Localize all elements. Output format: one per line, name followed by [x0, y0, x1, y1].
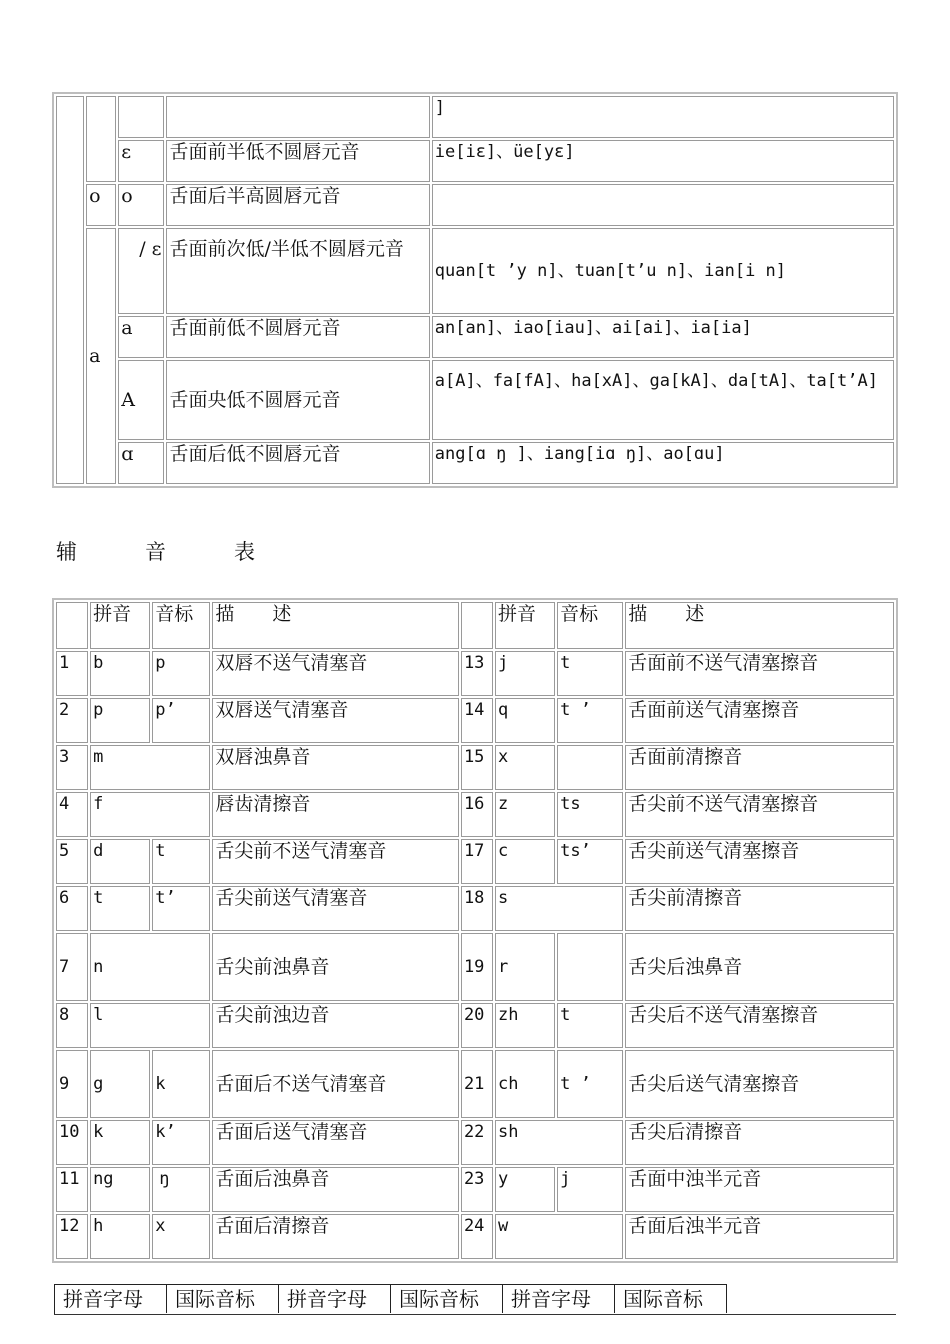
row-number: 21 — [461, 1050, 493, 1118]
vowel-description: 舌面前低不圆唇元音 — [166, 316, 429, 358]
pinyin-letter: j — [495, 651, 555, 696]
row-number: 10 — [56, 1120, 88, 1165]
row-number: 20 — [461, 1003, 493, 1048]
consonant-description: 舌面后送气清塞音 — [212, 1120, 459, 1165]
row-number: 1 — [56, 651, 88, 696]
vowel-symbol: ɑ — [118, 442, 164, 484]
vowel-row — [56, 184, 894, 226]
consonant-row — [56, 839, 894, 884]
consonant-description: 唇齿清擦音 — [212, 792, 459, 837]
ipa-symbol: k’ — [152, 1120, 210, 1165]
ipa-symbol: ts’ — [557, 839, 623, 884]
pinyin-letter: ng — [90, 1167, 150, 1212]
vowel-symbol: a — [118, 316, 164, 358]
vowel-examples: quan[t ’y n]、tuan[t’u n]、ian[i n] — [432, 228, 894, 314]
consonant-description: 舌尖前送气清塞音 — [212, 886, 459, 931]
header-blank — [56, 602, 88, 649]
pinyin-letter: w — [495, 1214, 623, 1259]
consonant-row — [56, 886, 894, 931]
header-ipa: 国际音标 — [167, 1285, 279, 1313]
header-description: 描 述 — [625, 602, 894, 649]
row-number: 7 — [56, 933, 88, 1001]
ipa-symbol: t ’ — [557, 698, 623, 743]
vowel-letter-a: a — [86, 228, 116, 484]
vowel-description: 舌面后半高圆唇元音 — [166, 184, 429, 226]
ipa-symbol: k — [152, 1050, 210, 1118]
ipa-symbol — [557, 933, 623, 1001]
row-number: 13 — [461, 651, 493, 696]
header-pinyin-letter: 拼音字母 — [503, 1285, 615, 1313]
pinyin-letter: l — [90, 1003, 210, 1048]
row-number: 18 — [461, 886, 493, 931]
header-description: 描 述 — [212, 602, 459, 649]
pinyin-letter: m — [90, 745, 210, 790]
pinyin-letter: g — [90, 1050, 150, 1118]
pinyin-ipa-header-row — [54, 1284, 727, 1315]
pinyin-letter: d — [90, 839, 150, 884]
pinyin-letter: q — [495, 698, 555, 743]
consonant-table-heading: 辅音表 — [56, 540, 323, 564]
ipa-symbol: t — [557, 651, 623, 696]
consonant-description: 舌尖后不送气清塞擦音 — [625, 1003, 894, 1048]
vowel-examples: ie[iε]、üe[yε] — [432, 140, 894, 182]
ipa-symbol: ts — [557, 792, 623, 837]
pinyin-letter: b — [90, 651, 150, 696]
vowel-row — [56, 228, 894, 314]
consonant-description: 双唇不送气清塞音 — [212, 651, 459, 696]
row-number: 4 — [56, 792, 88, 837]
consonant-row — [56, 698, 894, 743]
vowel-description — [166, 96, 429, 138]
vowel-subgroup-cell — [86, 96, 116, 182]
header-pinyin-letter: 拼音字母 — [279, 1285, 391, 1313]
consonant-row — [56, 1214, 894, 1259]
consonant-description: 舌尖前浊鼻音 — [212, 933, 459, 1001]
row-number: 24 — [461, 1214, 493, 1259]
row-number: 6 — [56, 886, 88, 931]
consonant-row — [56, 1050, 894, 1118]
ipa-symbol: t’ — [152, 886, 210, 931]
row-number: 3 — [56, 745, 88, 790]
row-number: 17 — [461, 839, 493, 884]
row-number: 14 — [461, 698, 493, 743]
row-number: 9 — [56, 1050, 88, 1118]
consonant-description: 舌尖前浊边音 — [212, 1003, 459, 1048]
pinyin-letter: z — [495, 792, 555, 837]
row-number: 15 — [461, 745, 493, 790]
ipa-symbol — [557, 745, 623, 790]
vowel-description: 舌面前次低/半低不圆唇元音 — [166, 228, 429, 314]
ipa-symbol: x — [152, 1214, 210, 1259]
consonant-description: 舌面后浊鼻音 — [212, 1167, 459, 1212]
consonant-description: 舌尖后浊鼻音 — [625, 933, 894, 1001]
consonant-row — [56, 1167, 894, 1212]
vowel-letter: o — [86, 184, 116, 226]
pinyin-letter: r — [495, 933, 555, 1001]
consonant-description: 双唇浊鼻音 — [212, 745, 459, 790]
vowel-examples: an[an]、iao[iau]、ai[ai]、ia[ia] — [432, 316, 894, 358]
consonant-row — [56, 1003, 894, 1048]
header-ipa: 音标 — [152, 602, 210, 649]
vowel-symbol — [118, 96, 164, 138]
vowel-row — [56, 96, 894, 138]
consonant-description: 舌尖前不送气清塞音 — [212, 839, 459, 884]
pinyin-letter: y — [495, 1167, 555, 1212]
vowel-row — [56, 140, 894, 182]
vowel-row — [56, 442, 894, 484]
consonant-row — [56, 933, 894, 1001]
vowel-symbol: o — [118, 184, 164, 226]
vowel-examples: ] — [432, 96, 894, 138]
vowel-description: 舌面后低不圆唇元音 — [166, 442, 429, 484]
header-ipa: 音标 — [557, 602, 623, 649]
vowel-symbol: A — [118, 360, 164, 440]
consonant-description: 舌面中浊半元音 — [625, 1167, 894, 1212]
consonant-row — [56, 792, 894, 837]
pinyin-letter: k — [90, 1120, 150, 1165]
vowel-examples: a[A]、fa[fA]、ha[xA]、ga[kA]、da[tA]、ta[t’A] — [432, 360, 894, 440]
consonant-description: 舌尖前清擦音 — [625, 886, 894, 931]
pinyin-letter: c — [495, 839, 555, 884]
ipa-symbol: t — [557, 1003, 623, 1048]
consonant-description: 舌面后清擦音 — [212, 1214, 459, 1259]
pinyin-letter: t — [90, 886, 150, 931]
pinyin-letter: s — [495, 886, 623, 931]
header-pinyin-letter: 拼音字母 — [55, 1285, 167, 1313]
ipa-symbol: j — [557, 1167, 623, 1212]
row-number: 8 — [56, 1003, 88, 1048]
vowel-examples — [432, 184, 894, 226]
row-number: 23 — [461, 1167, 493, 1212]
vowel-description: 舌面央低不圆唇元音 — [166, 360, 429, 440]
pinyin-letter: ch — [495, 1050, 555, 1118]
vowel-group-cell — [56, 96, 84, 484]
row-number: 2 — [56, 698, 88, 743]
header-blank — [461, 602, 493, 649]
consonant-table — [54, 600, 896, 1261]
header-pinyin: 拼音 — [495, 602, 555, 649]
pinyin-letter: zh — [495, 1003, 555, 1048]
consonant-description: 舌尖前不送气清塞擦音 — [625, 792, 894, 837]
consonant-description: 舌面后浊半元音 — [625, 1214, 894, 1259]
consonant-description: 双唇送气清塞音 — [212, 698, 459, 743]
pinyin-letter: x — [495, 745, 555, 790]
header-ipa: 国际音标 — [615, 1285, 727, 1313]
pinyin-letter: sh — [495, 1120, 623, 1165]
divider — [54, 1314, 896, 1315]
consonant-description: 舌尖前送气清塞擦音 — [625, 839, 894, 884]
header-ipa: 国际音标 — [391, 1285, 503, 1313]
row-number: 12 — [56, 1214, 88, 1259]
ipa-symbol: ŋ — [152, 1167, 210, 1212]
consonant-description: 舌尖后送气清塞擦音 — [625, 1050, 894, 1118]
ipa-symbol: p’ — [152, 698, 210, 743]
vowel-symbol: ε — [118, 140, 164, 182]
pinyin-letter: n — [90, 933, 210, 1001]
consonant-row — [56, 651, 894, 696]
row-number: 22 — [461, 1120, 493, 1165]
vowel-description: 舌面前半低不圆唇元音 — [166, 140, 429, 182]
pinyin-letter: h — [90, 1214, 150, 1259]
consonant-description: 舌面前不送气清塞擦音 — [625, 651, 894, 696]
row-number: 19 — [461, 933, 493, 1001]
consonant-header-row — [56, 602, 894, 649]
consonant-row — [56, 1120, 894, 1165]
consonant-description: 舌尖后清擦音 — [625, 1120, 894, 1165]
vowel-row — [56, 316, 894, 358]
vowel-symbol: / ε — [118, 228, 164, 314]
row-number: 5 — [56, 839, 88, 884]
consonant-description: 舌面前清擦音 — [625, 745, 894, 790]
pinyin-letter: p — [90, 698, 150, 743]
vowel-examples: ang[ɑ ŋ ]、iang[iɑ ŋ]、ao[ɑu] — [432, 442, 894, 484]
row-number: 11 — [56, 1167, 88, 1212]
consonant-description: 舌面后不送气清塞音 — [212, 1050, 459, 1118]
pinyin-letter: f — [90, 792, 210, 837]
ipa-symbol: t — [152, 839, 210, 884]
vowel-row — [56, 360, 894, 440]
header-pinyin: 拼音 — [90, 602, 150, 649]
consonant-row — [56, 745, 894, 790]
vowel-table — [54, 94, 896, 486]
consonant-description: 舌面前送气清塞擦音 — [625, 698, 894, 743]
ipa-symbol: t ’ — [557, 1050, 623, 1118]
ipa-symbol: p — [152, 651, 210, 696]
row-number: 16 — [461, 792, 493, 837]
